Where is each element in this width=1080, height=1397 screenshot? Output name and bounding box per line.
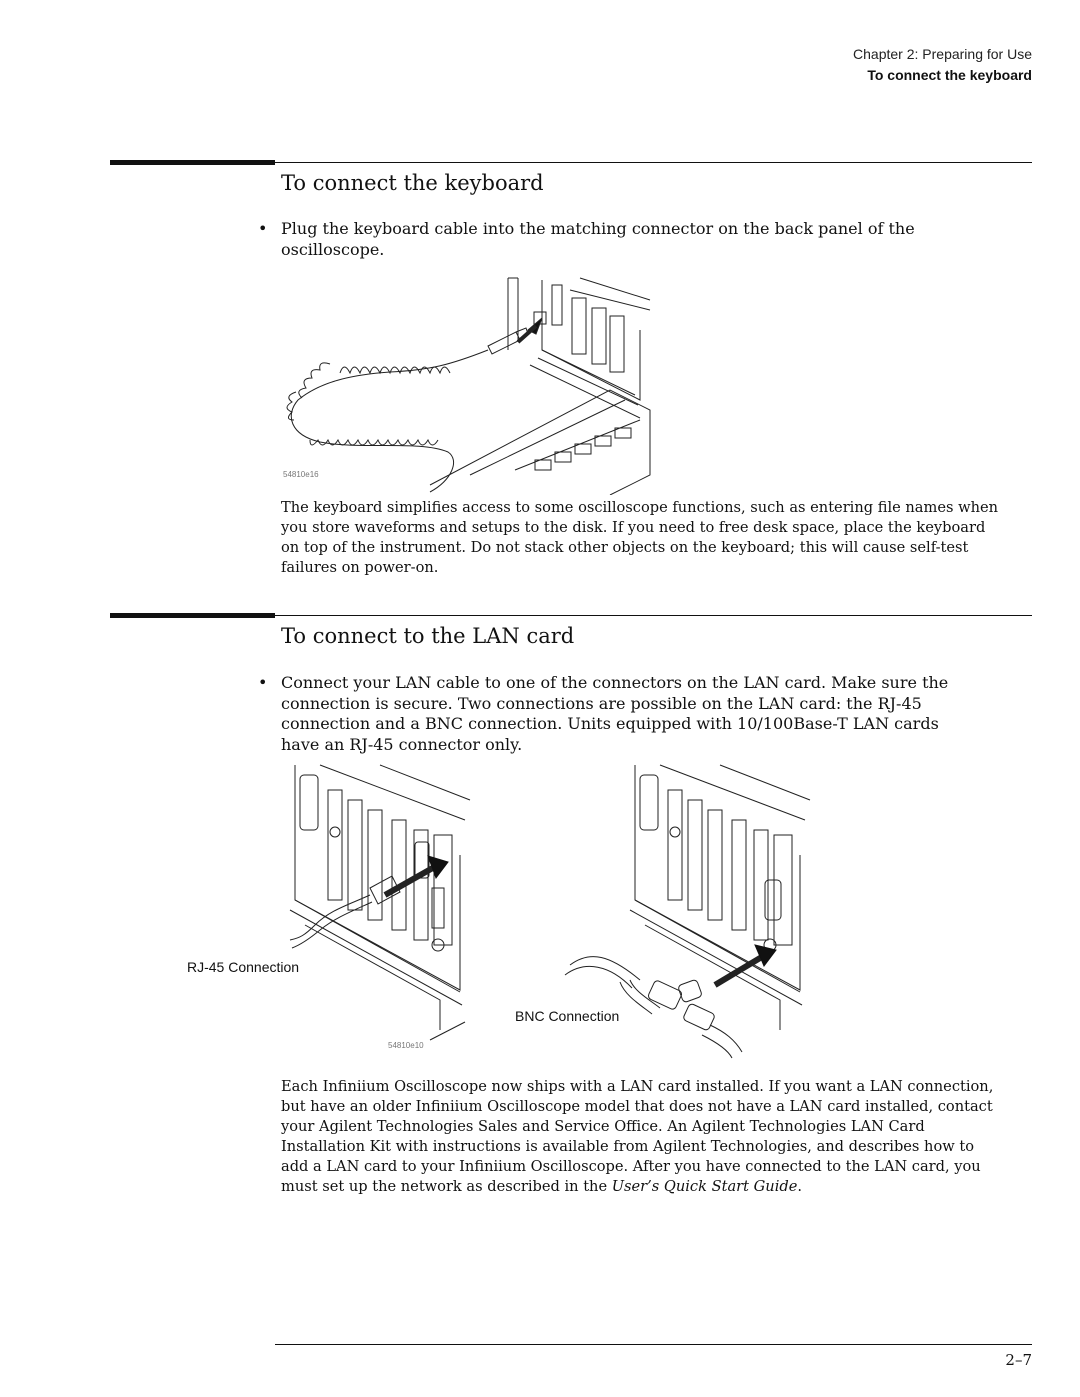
bullet-icon: •	[258, 219, 268, 238]
bullet-icon: •	[258, 673, 268, 692]
keyboard-section-title: To connect the keyboard	[281, 171, 544, 195]
lan-bullet	[258, 673, 978, 755]
section-rule-thick	[110, 613, 275, 618]
quick-start-guide-title: User’s Quick Start Guide	[611, 1178, 798, 1195]
lan-bullet-text: Connect your LAN cable to one of the connectors on the LAN card. Make sure the connection is secure. Two connections are possible on the LAN card: the RJ-45 connection and a BNC connection. Units equipped with 10/100Base-T LAN cards have an RJ-45 connector only.	[281, 673, 949, 754]
lan-paragraph-text: Each Infiniium Oscilloscope now ships with a LAN card installed. If you want a LAN connection, but have an older Infiniium Oscilloscope model that does not have a LAN card installed, contact your Agilent Technologies Sales and Service Office. An Agilent Technologies LAN Card Installation Kit with instructions is available from Agilent Technologies, and describes how to add a LAN card to your Infiniium Oscilloscope. After you have connected to the LAN card, you must set up the network as described in the	[281, 1078, 994, 1195]
section-rule-thin	[275, 162, 1032, 163]
keyboard-connection-illustration	[280, 270, 660, 495]
lan-figure-code: 54810e10	[388, 1041, 424, 1050]
bnc-connection-label: BNC Connection	[515, 1008, 620, 1024]
keyboard-paragraph: The keyboard simplifies access to some oscilloscope functions, such as entering file names when you store waveforms and setups to the disk. If you need to free desk space, place the keyboard on top of the instrument. Do not stack other objects on the keyboard; this will cause self-test failures on power-on.	[281, 499, 999, 576]
lan-card-diagram	[180, 760, 820, 1060]
lan-section-title: To connect to the LAN card	[281, 624, 575, 648]
running-header-section: To connect the keyboard	[867, 67, 1032, 83]
running-header-chapter: Chapter 2: Preparing for Use	[853, 46, 1032, 62]
lan-connection-illustration	[180, 760, 820, 1060]
lan-paragraph	[281, 1077, 1006, 1197]
footer-rule	[275, 1344, 1032, 1345]
section-rule-thick	[110, 160, 275, 165]
keyboard-bullet	[258, 219, 978, 260]
keyboard-figure-code: 54810e16	[283, 470, 319, 479]
page-number: 2–7	[1005, 1351, 1032, 1369]
keyboard-cable-diagram	[280, 270, 660, 495]
keyboard-bullet-text: Plug the keyboard cable into the matching connector on the back panel of the oscilloscope.	[281, 219, 915, 259]
section-rule-thin	[275, 615, 1032, 616]
lan-paragraph-end: .	[797, 1178, 802, 1195]
rj45-connection-label: RJ-45 Connection	[187, 959, 300, 975]
